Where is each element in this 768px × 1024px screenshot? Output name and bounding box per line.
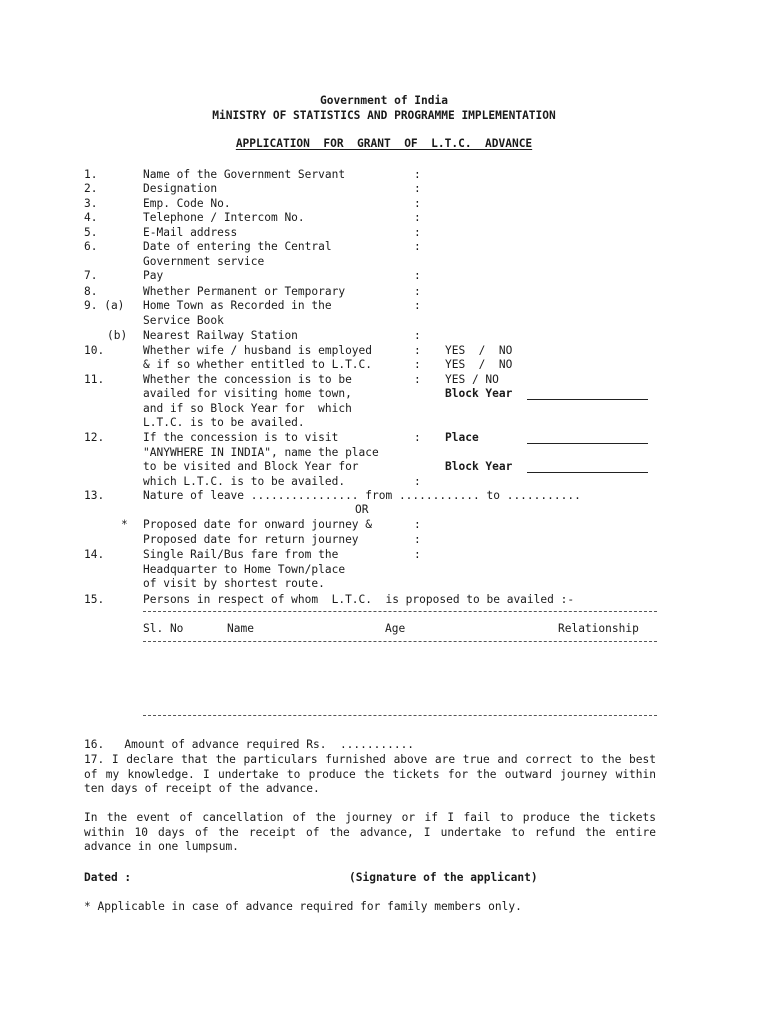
item-label-email: E-Mail address	[143, 226, 238, 239]
item-label-anywhere-cont: which L.T.C. is to be availed.	[143, 475, 346, 488]
item-label-persons: Persons in respect of whom L.T.C. is proposed to be availed :-	[143, 593, 575, 606]
item-label-concession-home: Whether the concession is to be	[143, 373, 352, 386]
declaration-text: 17. I declare that the particulars furnished above are true and correct to the best of my knowledge. I undertake to produce the tickets for the outward journey within ten days of receipt of the advance.	[84, 753, 656, 796]
ministry-heading: MiNISTRY OF STATISTICS AND PROGRAMME IMPLEMENTATION	[212, 109, 556, 122]
government-heading: Government of India	[320, 94, 448, 107]
item-number: 9. (a)	[84, 299, 125, 312]
colon: :	[414, 373, 421, 386]
item-number: 3.	[84, 197, 98, 210]
item-label-permanent-temporary: Whether Permanent or Temporary	[143, 285, 346, 298]
colon: :	[414, 518, 421, 531]
item-label-telephone: Telephone / Intercom No.	[143, 211, 305, 224]
item-label-date-entering-cont: Government service	[143, 255, 265, 268]
item-16-amount: 16. Amount of advance required Rs. ...........	[84, 738, 415, 751]
colon: :	[414, 548, 421, 561]
dated-label: Dated :	[84, 871, 132, 884]
item-label-fare: Single Rail/Bus fare from the	[143, 548, 339, 561]
block-year-blank	[527, 472, 648, 473]
colon: :	[414, 533, 421, 546]
block-year-label: Block Year	[445, 460, 513, 473]
item-label-concession-home-cont: L.T.C. is to be availed.	[143, 416, 305, 429]
item-label-nature-of-leave: Nature of leave ................ from ............ to ...........	[143, 489, 581, 502]
item-label-return-journey: Proposed date for return journey	[143, 533, 359, 546]
item-number: 6.	[84, 240, 98, 253]
item-number: 14.	[84, 548, 105, 561]
item-label-home-town: Home Town as Recorded in the	[143, 299, 332, 312]
table-header-relationship: Relationship	[558, 622, 639, 635]
colon: :	[414, 240, 421, 253]
form-title: APPLICATION FOR GRANT OF L.T.C. ADVANCE	[235, 137, 533, 150]
colon: :	[414, 475, 421, 488]
item-label-spouse-entitled: & if so whether entitled to L.T.C.	[143, 358, 373, 371]
colon: :	[414, 344, 421, 357]
or-separator: OR	[355, 503, 369, 516]
footnote: * Applicable in case of advance required for family members only.	[84, 900, 522, 913]
colon: :	[414, 168, 421, 181]
asterisk-marker: *	[121, 518, 128, 531]
item-number: 12.	[84, 431, 105, 444]
item-label-fare-cont: Headquarter to Home Town/place	[143, 563, 346, 576]
signature-label: (Signature of the applicant)	[349, 871, 538, 884]
item-label-designation: Designation	[143, 182, 218, 195]
item-label-anywhere-cont: "ANYWHERE IN INDIA", name the place	[143, 446, 379, 459]
colon: :	[414, 182, 421, 195]
table-rule-bottom	[143, 715, 657, 716]
item-label-onward-journey: Proposed date for onward journey &	[143, 518, 373, 531]
colon: :	[414, 329, 421, 342]
item-number: 15.	[84, 593, 105, 606]
item-number: 5.	[84, 226, 98, 239]
colon: :	[414, 285, 421, 298]
colon: :	[414, 431, 421, 444]
colon: :	[414, 299, 421, 312]
item-label-railway-station: Nearest Railway Station	[143, 329, 298, 342]
item-label-name: Name of the Government Servant	[143, 168, 346, 181]
colon: :	[414, 211, 421, 224]
item-number: 7.	[84, 269, 98, 282]
item-label-anywhere-cont: to be visited and Block Year for	[143, 460, 359, 473]
colon: :	[414, 197, 421, 210]
item-label-emp-code: Emp. Code No.	[143, 197, 231, 210]
table-header-name: Name	[227, 622, 254, 635]
place-label: Place	[445, 431, 479, 444]
block-year-blank	[527, 399, 648, 400]
item-number: 11.	[84, 373, 105, 386]
item-label-concession-home-cont: availed for visiting home town,	[143, 387, 352, 400]
colon: :	[414, 358, 421, 371]
table-header-age: Age	[385, 622, 406, 635]
table-header-sl-no: Sl. No	[143, 622, 184, 635]
colon: :	[414, 226, 421, 239]
item-label-fare-cont: of visit by shortest route.	[143, 577, 325, 590]
item-label-date-entering: Date of entering the Central	[143, 240, 332, 253]
item-number: 13.	[84, 489, 105, 502]
item-number: 4.	[84, 211, 98, 224]
yes-no-option: YES / NO	[445, 358, 513, 371]
place-blank	[527, 443, 648, 444]
yes-no-option: YES / NO	[445, 344, 513, 357]
undertaking-paragraph: In the event of cancellation of the journey or if I fail to produce the tickets within 10 days of the receipt of the advance, I undertake to refund the entire advance in one lumpsum.	[84, 811, 656, 854]
item-number: (b)	[107, 329, 128, 342]
item-label-concession-home-cont: and if so Block Year for which	[143, 402, 352, 415]
item-label-pay: Pay	[143, 269, 164, 282]
item-number: 10.	[84, 344, 105, 357]
item-label-home-town-cont: Service Book	[143, 314, 224, 327]
item-number: 2.	[84, 182, 98, 195]
colon: :	[414, 269, 421, 282]
item-number: 8.	[84, 285, 98, 298]
table-rule-header	[143, 641, 657, 642]
item-label-anywhere: If the concession is to visit	[143, 431, 339, 444]
item-label-spouse-employed: Whether wife / husband is employed	[143, 344, 373, 357]
item-number: 1.	[84, 168, 98, 181]
yes-no-option: YES / NO	[445, 373, 499, 386]
table-rule-top	[143, 611, 657, 612]
block-year-label: Block Year	[445, 387, 513, 400]
